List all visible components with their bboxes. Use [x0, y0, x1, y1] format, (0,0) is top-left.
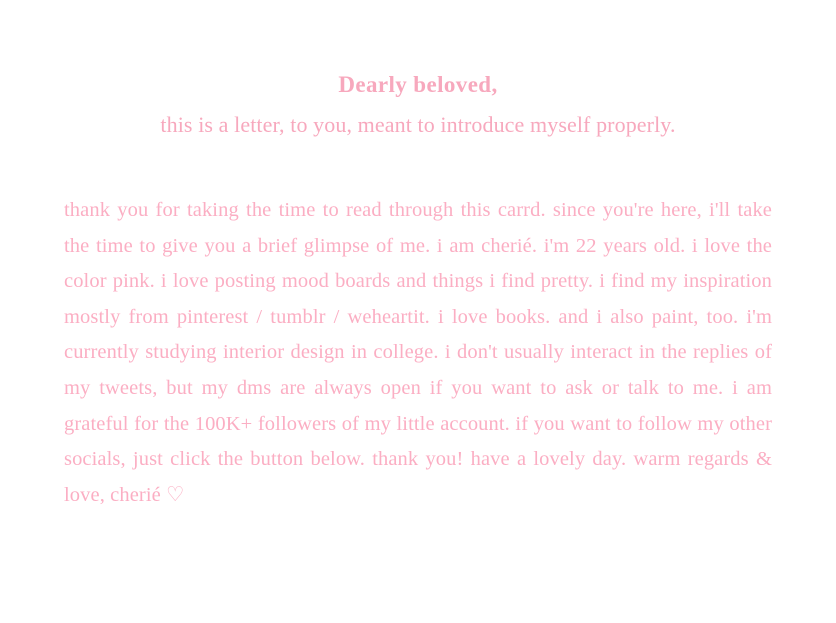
letter-body: thank you for taking the time to read through this carrd. since you're here, i'll take the time to give you a brief glimpse of me. i am cherié. i'm 22 years old. i love the color pink. i love posting mood boards and things i find pretty. i find my inspiration mostly from pinterest / tumblr / weheartit. i love books. and i also paint, too. i'm currently studying interior design in college. i don't usually interact in the replies of my tweets, but my dms are always open if you want to ask or talk to me. i am grateful for the 100K+ followers of my little account. if you want to follow my other socials, just click the button below. thank you! have a lovely day. warm regards & love, cherié ♡ — [64, 199, 772, 506]
letter-title: Dearly beloved, — [338, 72, 498, 97]
letter-container — [64, 68, 772, 513]
letter-subtitle: this is a letter, to you, meant to introduce myself properly. — [160, 112, 676, 137]
letter-heading — [64, 68, 772, 143]
